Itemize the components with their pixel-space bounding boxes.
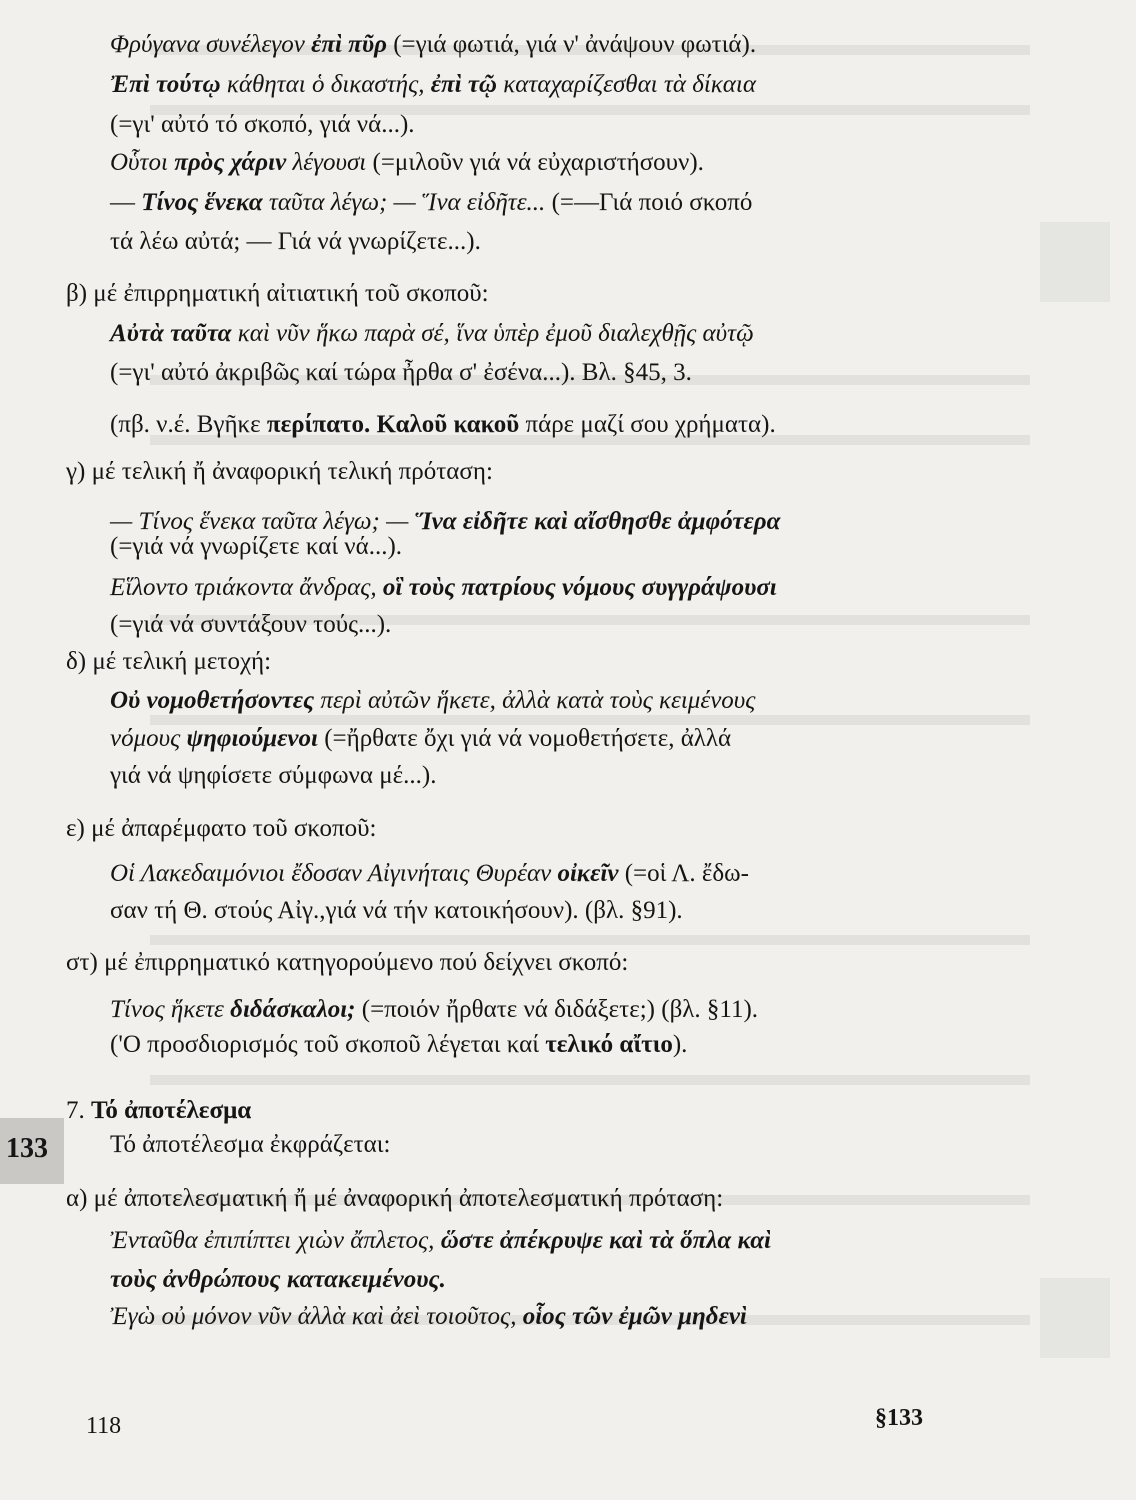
emphasis: οἳ τοὺς πατρίους νόμους συγγράψουσι (382, 574, 777, 601)
text-line-24 (110, 993, 758, 1027)
text-line-29 (110, 1224, 771, 1258)
gloss: τά λέω αὐτά; — Γιά νά γνωρίζετε...). (110, 228, 481, 255)
subsection-heading-a (66, 1182, 723, 1216)
heading-text: β) μέ ἐπιρρηματική αἰτιατική τοῦ σκοποῦ: (66, 280, 489, 307)
text-line-10 (110, 408, 776, 442)
text-line-6 (110, 225, 481, 259)
margin-number-text: 133 (6, 1133, 48, 1164)
heading-text: α) μέ ἀποτελεσματική ἤ μέ ἀναφορική ἀποτελεσματική πρόταση: (66, 1185, 724, 1212)
emphasis: τοὺς ἀνθρώπους κατακειμένους. (110, 1266, 446, 1293)
emphasis: Ἐπὶ τούτῳ (110, 71, 221, 98)
gloss: ). (672, 1031, 688, 1058)
gloss: (=γι' αὐτό ἀκριβῶς καί τώρα ἦρθα σ' ἐσένα...). Βλ. §45, 3. (110, 359, 692, 386)
emphasis: οἷος τῶν ἐμῶν μηδενὶ (522, 1303, 747, 1330)
text-line-3 (110, 108, 415, 142)
text-line-30 (110, 1263, 446, 1297)
emphasis: πρὸς χάριν (174, 149, 287, 176)
gloss: (=γι' αὐτό τό σκοπό, γιά νά...). (110, 111, 415, 138)
text-line-18 (110, 722, 731, 756)
subsection-heading-c (66, 455, 493, 489)
dash: — (110, 189, 142, 216)
emphasis: διδάσκαλοι; (230, 996, 356, 1023)
section-number: 7. (66, 1097, 91, 1124)
gloss: Τό ἀποτέλεσμα ἐκφράζεται: (110, 1131, 391, 1158)
text-line-1 (110, 28, 756, 62)
emphasis: ὥστε ἀπέκρυψε καὶ τὰ ὅπλα καὶ (440, 1227, 771, 1254)
section-heading (66, 1094, 251, 1128)
gloss: γιά νά ψηφίσετε σύμφωνα μέ...). (110, 762, 437, 789)
emphasis: Τίνος ἕνεκα (141, 189, 263, 216)
text-line-25 (110, 1028, 687, 1062)
text-line-14 (110, 571, 777, 605)
gloss: (=γιά νά γνωρίζετε καί νά...). (110, 533, 403, 560)
text-line-13 (110, 530, 402, 564)
greek-phrase: νόμους (110, 725, 187, 752)
greek-phrase: λέγουσι (286, 149, 367, 176)
greek-phrase: κάθηται ὁ δικαστής, (220, 71, 431, 98)
emphasis: Ἵνα εἰδῆτε καὶ αἴσθησθε ἀμφότερα (414, 508, 781, 535)
bold-term: τελικό αἴτιο (545, 1031, 673, 1058)
greek-phrase: Τίνος ἥκετε (110, 996, 231, 1023)
heading-text: ε) μέ ἀπαρέμφατο τοῦ σκοποῦ: (66, 815, 377, 842)
text-line-21 (110, 857, 749, 891)
gloss: (πβ. ν.έ. Βγῆκε (110, 411, 267, 438)
heading-text: γ) μέ τελική ἤ ἀναφορική τελική πρόταση: (66, 458, 493, 485)
greek-phrase: Φρύγανα συνέλεγον (110, 31, 312, 58)
text-line-15 (110, 608, 391, 642)
greek-phrase: Εἵλοντο τριάκοντα ἄνδρας, (110, 574, 383, 601)
text-line-5 (110, 186, 752, 220)
greek-phrase: Οὗτοι (110, 149, 175, 176)
emphasis: Οὐ νομοθετήσοντες (110, 687, 315, 714)
bold-term: περίπατο. Καλοῦ κακοῦ (266, 411, 520, 438)
subsection-heading-b (66, 277, 489, 311)
gloss: (=γιά φωτιά, γιά ν' ἀνάψουν φωτιά). (386, 31, 757, 58)
text-line-4 (110, 146, 704, 180)
subsection-heading-st (66, 946, 628, 980)
greek-phrase: Οἱ Λακεδαιμόνιοι ἔδοσαν Αἰγινήταις Θυρέαν (110, 860, 558, 887)
subsection-heading-e (66, 812, 376, 846)
emphasis: οἰκεῖν (557, 860, 619, 887)
heading-text: στ) μέ ἐπιρρηματικό κατηγορούμενο πού δείχνει σκοπό: (66, 949, 629, 976)
greek-phrase: περὶ αὐτῶν ἥκετε, ἀλλὰ κατὰ τοὺς κειμένους (314, 687, 756, 714)
section-title: Τό ἀποτέλεσμα (91, 1097, 252, 1124)
text-line-2 (110, 68, 756, 102)
emphasis: ἐπὶ πῦρ (311, 31, 387, 58)
gloss: (=γιά νά συντάξουν τούς...). (110, 611, 392, 638)
emphasis: ψηφιούμενοι (186, 725, 318, 752)
gloss: (=ποιόν ἤρθατε νά διδάξετε;) (βλ. §11). (355, 996, 759, 1023)
greek-phrase: Ἵνα εἰδῆτε... (422, 189, 546, 216)
emphasis: Αὐτὰ ταῦτα (110, 320, 232, 347)
emphasis: ἐπὶ τῷ (430, 71, 497, 98)
heading-text: δ) μέ τελική μετοχή: (66, 648, 272, 675)
gloss: σαν τή Θ. στούς Αἰγ.,γιά νά τήν κατοικήσουν). (βλ. §91). (110, 897, 683, 924)
greek-phrase: Ἐγὼ οὐ μόνον νῦν ἀλλὰ καὶ ἀεὶ τοιοῦτος, (110, 1303, 523, 1330)
text-line-31 (110, 1300, 747, 1334)
page-number: 118 (86, 1413, 122, 1439)
greek-phrase: Ἐνταῦθα ἐπιπίπτει χιὼν ἄπλετος, (110, 1227, 441, 1254)
greek-phrase: καταχαρίζεσθαι τὰ δίκαια (497, 71, 756, 98)
gloss: (=—Γιά ποιό σκοπό (545, 189, 753, 216)
greek-phrase: καὶ νῦν ἥκω παρὰ σέ, ἵνα ὑπὲρ ἐμοῦ διαλεχθῇς αὐτῷ (231, 320, 754, 347)
gloss: ('Ο προσδιορισμός τοῦ σκοποῦ λέγεται καί (110, 1031, 546, 1058)
text-line-27 (110, 1128, 390, 1162)
text-line-8 (110, 317, 754, 351)
text-line-22 (110, 894, 683, 928)
subsection-heading-d (66, 645, 271, 679)
text-line-19 (110, 759, 436, 793)
text-line-17 (110, 684, 755, 718)
gloss: (=οἱ Λ. ἔδω- (618, 860, 749, 887)
gloss: (=μιλοῦν γιά νά εὐχαριστήσουν). (366, 149, 704, 176)
text-line-9 (110, 356, 692, 390)
gloss: (=ἤρθατε ὄχι γιά νά νομοθετήσετε, ἀλλά (317, 725, 732, 752)
greek-phrase: ταῦτα λέγω; — (262, 189, 423, 216)
greek-phrase: — Τίνος ἕνεκα ταῦτα λέγω; — (110, 508, 415, 535)
section-marker: §133 (875, 1405, 923, 1431)
margin-section-number (0, 1118, 64, 1184)
gloss: πάρε μαζί σου χρήματα). (519, 411, 776, 438)
